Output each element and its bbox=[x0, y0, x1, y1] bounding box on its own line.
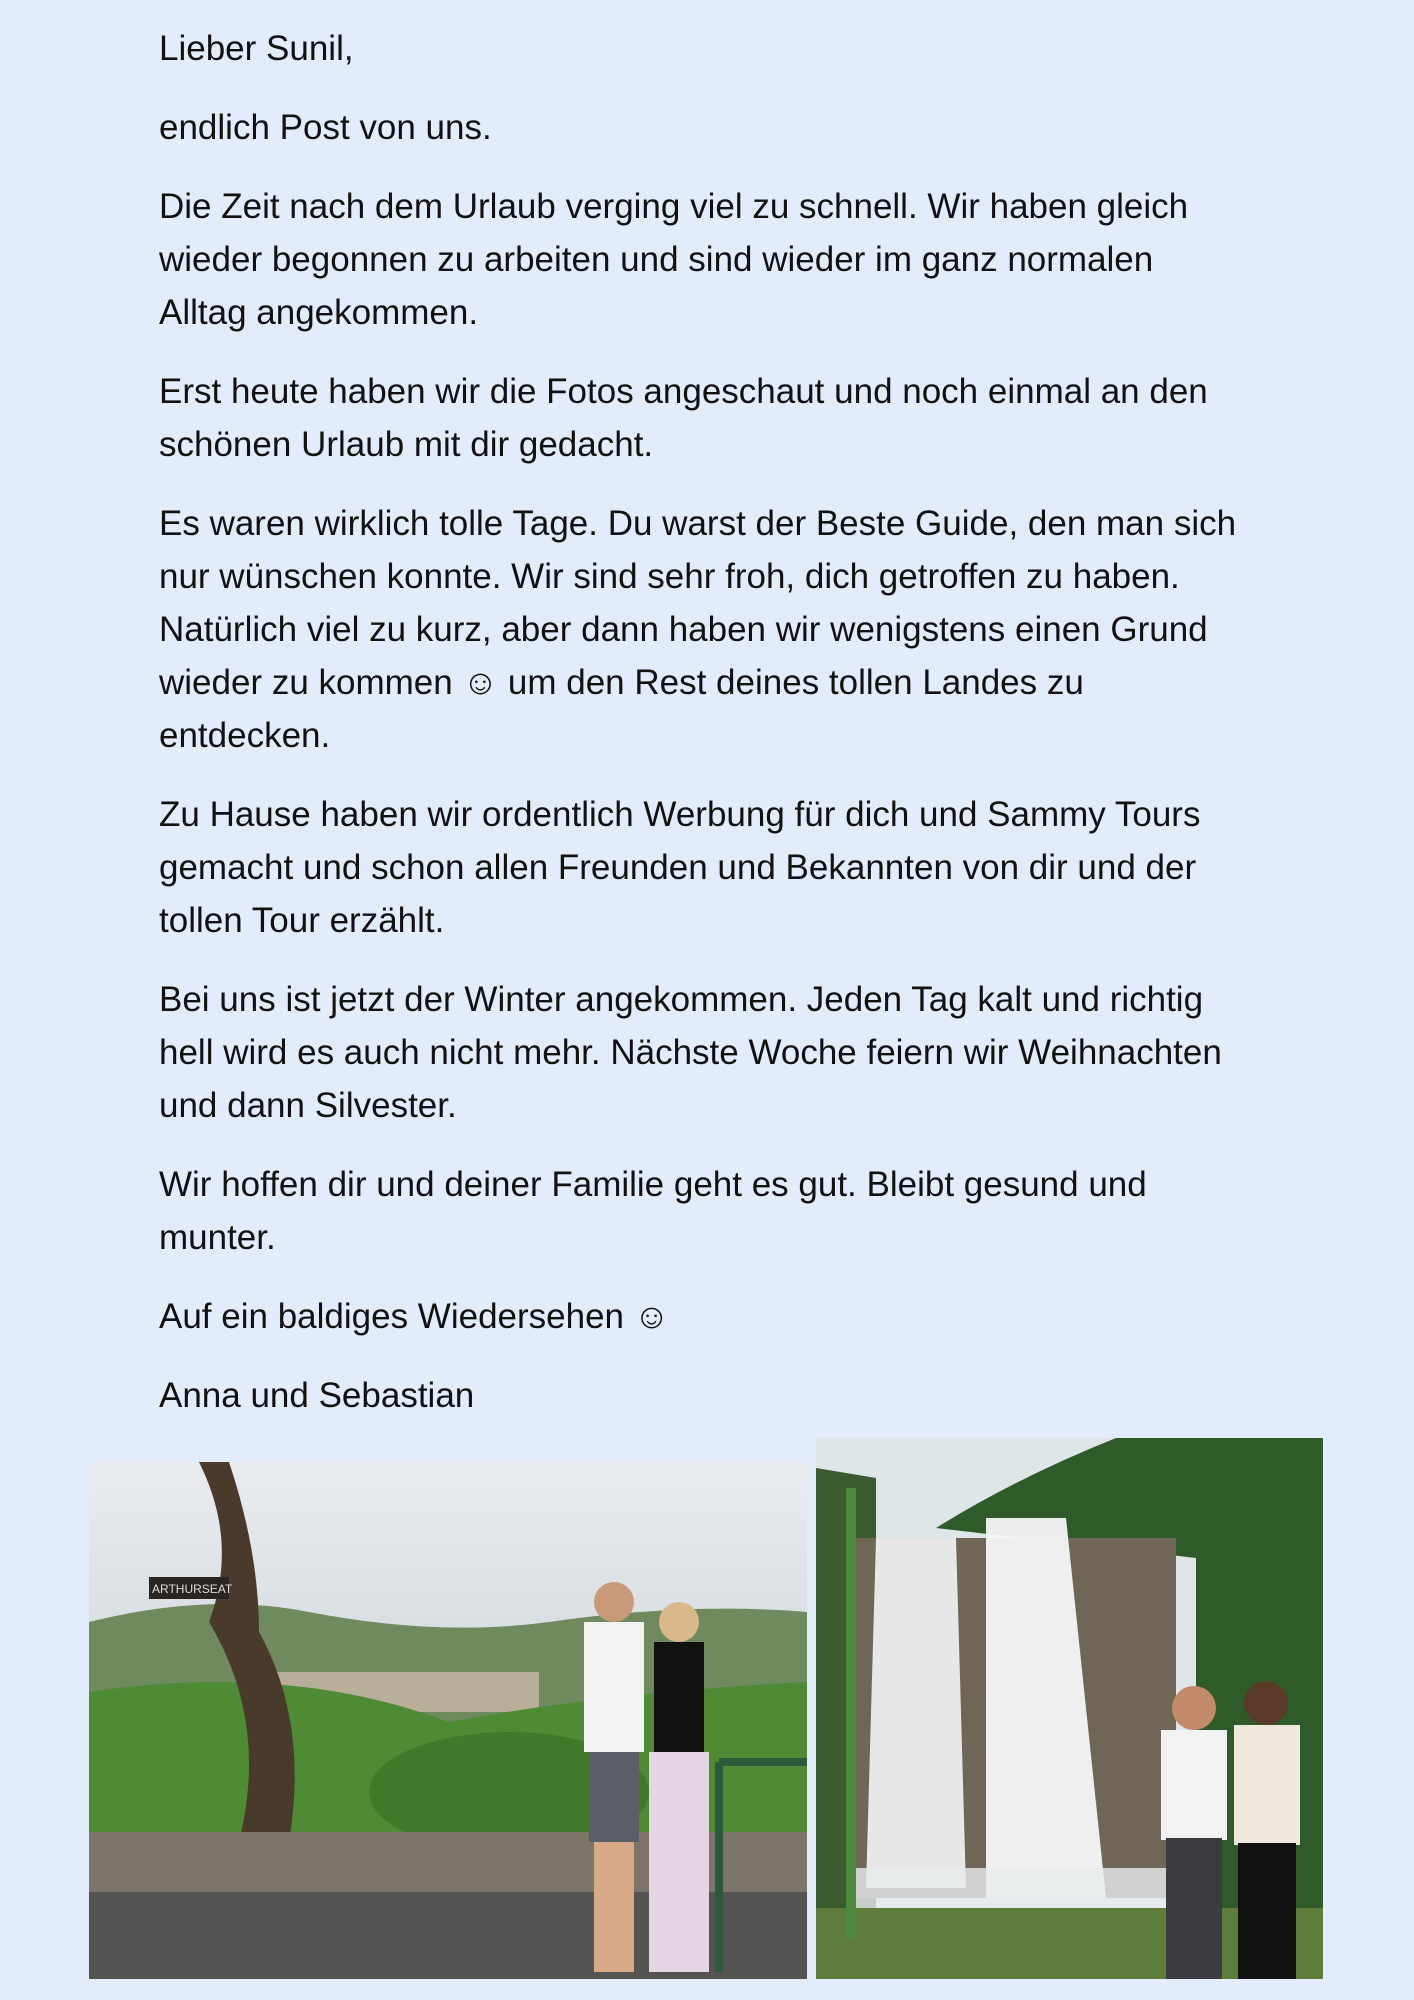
text-line: endlich Post von uns. bbox=[159, 108, 492, 147]
letter-paragraph bbox=[159, 788, 1399, 947]
text-line: Erst heute haben wir die Fotos angeschaut und noch einmal an den bbox=[159, 372, 1208, 411]
letter-paragraphs bbox=[159, 101, 1399, 1343]
text-line: Alltag angekommen. bbox=[159, 293, 479, 332]
letter-paragraph bbox=[159, 180, 1399, 339]
text-line: hell wird es auch nicht mehr. Nächste Woche feiern wir Weihnachten bbox=[159, 1033, 1222, 1072]
text-line: Auf ein baldiges Wiedersehen ☺ bbox=[159, 1297, 670, 1336]
text-line: Die Zeit nach dem Urlaub verging viel zu schnell. Wir haben gleich bbox=[159, 187, 1189, 226]
letter-paragraph bbox=[159, 365, 1399, 471]
text-line: Bei uns ist jetzt der Winter angekommen. Jeden Tag kalt und richtig bbox=[159, 980, 1204, 1019]
text-line: entdecken. bbox=[159, 716, 331, 755]
text-line: Zu Hause haben wir ordentlich Werbung für dich und Sammy Tours bbox=[159, 795, 1201, 834]
photo-waterfall bbox=[816, 1438, 1323, 1979]
letter-body bbox=[159, 22, 1399, 1448]
text-line: Natürlich viel zu kurz, aber dann haben wir wenigstens einen Grund bbox=[159, 610, 1208, 649]
text-line: Wir hoffen dir und deiner Familie geht es gut. Bleibt gesund und bbox=[159, 1165, 1147, 1204]
text-line: schönen Urlaub mit dir gedacht. bbox=[159, 425, 654, 464]
text-line: munter. bbox=[159, 1218, 276, 1257]
letter-paragraph bbox=[159, 497, 1399, 762]
svg-text:ARTHURSEAT: ARTHURSEAT bbox=[152, 1582, 233, 1596]
text-line: nur wünschen konnte. Wir sind sehr froh, dich getroffen zu haben. bbox=[159, 557, 1180, 596]
text-line: Es waren wirklich tolle Tage. Du warst der Beste Guide, den man sich bbox=[159, 504, 1237, 543]
signature: Anna und Sebastian bbox=[159, 1376, 475, 1415]
greeting: Lieber Sunil, bbox=[159, 29, 354, 68]
text-line: wieder begonnen zu arbeiten und sind wieder im ganz normalen bbox=[159, 240, 1154, 279]
letter-paragraph bbox=[159, 973, 1399, 1132]
text-line: gemacht und schon allen Freunden und Bekannten von dir und der bbox=[159, 848, 1197, 887]
text-line: tollen Tour erzählt. bbox=[159, 901, 445, 940]
text-line: und dann Silvester. bbox=[159, 1086, 457, 1125]
letter-paragraph bbox=[159, 1158, 1399, 1264]
photo-couple-viewpoint bbox=[89, 1462, 807, 1979]
letter-paragraph bbox=[159, 101, 1399, 154]
text-line: wieder zu kommen ☺ um den Rest deines tollen Landes zu bbox=[159, 663, 1084, 702]
letter-paragraph bbox=[159, 1290, 1399, 1343]
